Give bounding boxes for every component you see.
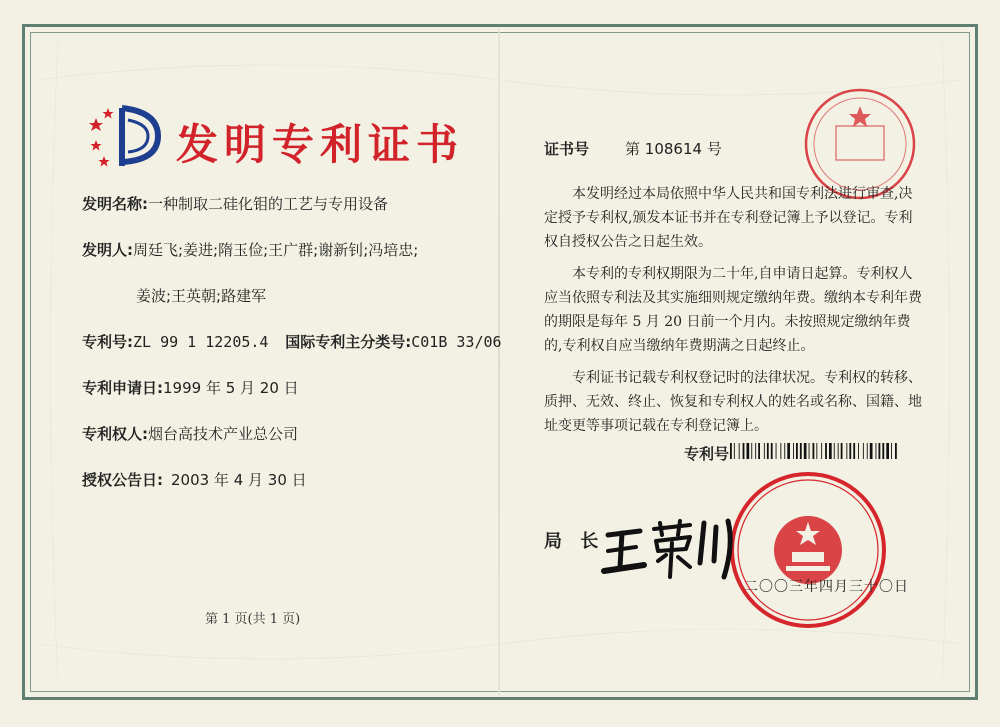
barcode-bar	[849, 443, 851, 459]
barcode-bar	[764, 443, 765, 459]
inventor-label: 发明人:	[82, 241, 133, 259]
barcode-bar	[804, 443, 807, 459]
invention-name-value: 一种制取二硅化钼的工艺与专用设备	[148, 195, 389, 213]
barcode-bar	[882, 443, 884, 459]
patent-number-barcode-label: 专利号	[684, 445, 730, 463]
barcode-bar	[780, 443, 781, 459]
patent-number-value: ZL 99 1 12205.4	[133, 333, 269, 351]
director-signature	[600, 505, 740, 585]
barcode-bar	[834, 443, 835, 459]
grant-date-value: 2003 年 4 月 30 日	[171, 471, 307, 489]
barcode-bar	[755, 443, 756, 459]
barcode-bar	[776, 443, 777, 459]
ipc-value: C01B 33/06	[411, 333, 502, 351]
barcode-bar	[816, 443, 817, 459]
barcode-bar	[895, 443, 897, 459]
statement-paragraph-2: 本专利的专利权期限为二十年,自申请日起算。专利权人应当依照专利法及其实施细则规定缴纳年费。缴纳本专利年费的期限是每年 5 月 20 日前一个月内。未按照规定缴纳年费的,专利权自应当缴纳年费期满之日起终止。	[544, 266, 922, 354]
barcode-bar	[751, 443, 752, 459]
filing-date-value: 1999 年 5 月 20 日	[163, 379, 299, 397]
filing-date-label: 专利申请日:	[82, 379, 163, 397]
barcode-bar	[771, 443, 773, 459]
barcode-bar	[858, 443, 859, 459]
barcode-bar	[747, 443, 750, 459]
grant-date-label: 授权公告日:	[82, 471, 163, 489]
barcode-bar	[800, 443, 802, 459]
director-label: 局 长	[544, 531, 605, 552]
barcode-bar	[793, 443, 794, 459]
grant-date-row	[82, 469, 307, 490]
barcode-bar	[813, 443, 815, 459]
barcode-bar	[886, 443, 889, 459]
ipc-label: 国际专利主分类号:	[285, 333, 412, 351]
official-seal-large	[728, 470, 888, 630]
patent-holder-label: 专利权人:	[82, 425, 148, 443]
barcode	[730, 443, 900, 459]
issue-date: 二〇〇三年四月三十〇日	[744, 579, 909, 595]
barcode-bar	[870, 443, 873, 459]
statement-paragraph-1: 本发明经过本局依照中华人民共和国专利法进行审查,决定授予专利权,颁发本证书并在专利登记簿上予以登记。专利权自授权公告之日起生效。	[544, 186, 913, 250]
barcode-bar	[821, 443, 822, 459]
certificate-number-value: 第 108614 号	[625, 140, 722, 158]
inventor-value-line2: 姜波;王英朝;路建军	[136, 287, 267, 305]
barcode-bar	[743, 443, 745, 459]
page-footer: 第 1 页(共 1 页)	[205, 612, 301, 627]
barcode-bar	[767, 443, 769, 459]
patent-holder-value: 烟台高技术产业总公司	[148, 425, 299, 443]
barcode-bar	[846, 443, 847, 459]
barcode-bar	[758, 443, 760, 459]
inventor-row	[82, 239, 418, 260]
barcode-bar	[879, 443, 881, 459]
barcode-bar	[829, 443, 832, 459]
barcode-bar	[787, 443, 790, 459]
statement-paragraph-3: 专利证书记载专利权登记时的法律状况。专利权的转移、质押、无效、终止、恢复和专利权人的姓名或名称、国籍、地址变更等事项记载在专利登记簿上。	[544, 370, 922, 434]
barcode-bar	[784, 443, 785, 459]
barcode-bar	[809, 443, 810, 459]
barcode-bar	[838, 443, 839, 459]
page-fold	[498, 28, 500, 696]
barcode-bar	[730, 443, 732, 459]
barcode-bar	[734, 443, 735, 459]
patent-number-label: 专利号:	[82, 333, 133, 351]
barcode-bar	[863, 443, 864, 459]
inventor-value-line1: 周廷飞;姜进;隋玉俭;王广群;谢新钊;冯培忠;	[133, 241, 419, 259]
barcode-bar	[876, 443, 877, 459]
barcode-bar	[891, 443, 892, 459]
patent-office-logo	[88, 100, 168, 170]
barcode-bar	[739, 443, 740, 459]
barcode-bar	[853, 443, 855, 459]
barcode-bar	[796, 443, 798, 459]
patent-holder-row	[82, 423, 298, 444]
barcode-bar	[841, 443, 843, 459]
barcode-bar	[867, 443, 868, 459]
inventor-row-2	[136, 285, 266, 306]
certificate-number-row	[544, 138, 722, 159]
invention-name-label: 发明名称:	[82, 195, 148, 213]
invention-name-row	[82, 193, 388, 214]
filing-date-row	[82, 377, 299, 398]
certificate-title: 发明专利证书	[176, 120, 465, 169]
barcode-bar	[825, 443, 827, 459]
patent-number-row	[82, 331, 502, 352]
certificate-number-label: 证书号	[544, 140, 590, 158]
